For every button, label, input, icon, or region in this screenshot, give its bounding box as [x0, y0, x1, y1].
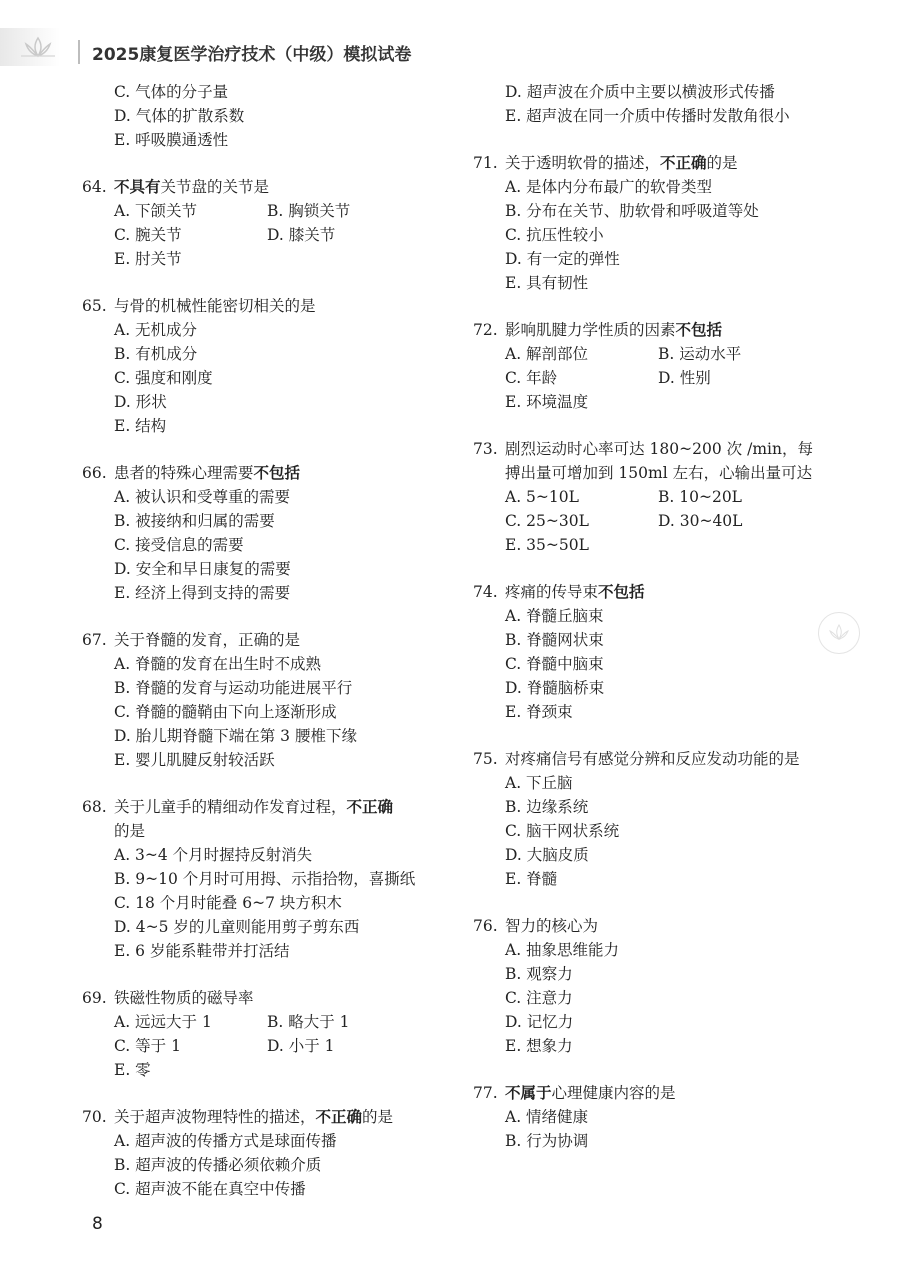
question-block: [92, 80, 432, 152]
option: C. 腕关节: [114, 226, 182, 244]
option: D. 形状: [114, 393, 167, 411]
option: C. 注意力: [505, 989, 573, 1007]
stem-emphasis: 不包括: [253, 464, 301, 482]
question-stem: 智力的核心为: [505, 917, 599, 935]
question-number: 70.: [82, 1108, 107, 1126]
option-row: [92, 199, 432, 223]
option: B. 运动水平: [658, 345, 742, 363]
option: C. 18 个月时能叠 6~7 块方积木: [114, 894, 342, 912]
question-67: [82, 628, 432, 772]
option: E. 想象力: [505, 1037, 573, 1055]
watermark-logo-icon: [818, 612, 860, 654]
question-number: 69.: [82, 989, 107, 1007]
option: A. 脊髓丘脑束: [505, 607, 604, 625]
question-stem: [114, 1105, 432, 1129]
option: E. 6 岁能系鞋带并打活结: [114, 942, 290, 960]
option: B. 观察力: [505, 965, 573, 983]
option: E. 脊颈束: [505, 703, 573, 721]
option: D. 大脑皮质: [505, 846, 589, 864]
stem-text: 关于透明软骨的描述，: [505, 154, 661, 172]
option: B. 胸锁关节: [267, 202, 351, 220]
option: B. 略大于 1: [267, 1013, 350, 1031]
option: A. 无机成分: [114, 321, 198, 339]
option: C. 超声波不能在真空中传播: [114, 1180, 306, 1198]
option: A. 情绪健康: [505, 1108, 589, 1126]
option-row: [483, 342, 813, 366]
question-70: [82, 1105, 432, 1201]
option: A. 是体内分布最广的软骨类型: [505, 178, 713, 196]
question-stem: [505, 1081, 813, 1105]
question-block: [483, 80, 813, 128]
option: D. 脊髓脑桥束: [505, 679, 605, 697]
option: A. 3~4 个月时握持反射消失: [114, 846, 313, 864]
option: D. 气体的扩散系数: [114, 107, 245, 125]
option: C. 抗压性较小: [505, 226, 604, 244]
question-68: [82, 795, 432, 963]
option: B. 被接纳和归属的需要: [114, 512, 275, 530]
option: C. 年龄: [505, 369, 558, 387]
stem-emphasis: 不正确: [315, 1108, 363, 1126]
option: D. 性别: [658, 369, 711, 387]
stem-emphasis: 不具有: [114, 178, 161, 196]
option: C. 等于 1: [114, 1037, 181, 1055]
option: D. 安全和早日康复的需要: [114, 560, 291, 578]
left-column: [82, 80, 432, 1201]
option: A. 被认识和受尊重的需要: [114, 488, 291, 506]
option: A. 解剖部位: [505, 345, 589, 363]
question-number: 71.: [473, 154, 498, 172]
question-stem: 关于脊髓的发育，正确的是: [114, 631, 301, 649]
option: A. 下颌关节: [114, 202, 198, 220]
option: A. 抽象思维能力: [505, 941, 620, 959]
option: B. 行为协调: [505, 1132, 589, 1150]
question-77: [473, 1081, 813, 1153]
question-stem: 铁磁性物质的磁导率: [114, 989, 254, 1007]
option: C. 脑干网状系统: [505, 822, 620, 840]
header-divider: [78, 40, 80, 64]
option: D. 记忆力: [505, 1013, 574, 1031]
option: E. 35~50L: [505, 536, 589, 554]
option: C. 强度和刚度: [114, 369, 213, 387]
option: E. 肘关节: [114, 250, 182, 268]
option-row: [92, 1034, 432, 1058]
stem-text: 关于儿童手的精细动作发育过程，: [114, 798, 347, 816]
option: E. 结构: [114, 417, 167, 435]
option: C. 接受信息的需要: [114, 536, 244, 554]
option: A. 超声波的传播方式是球面传播: [114, 1132, 337, 1150]
option: E. 呼吸膜通透性: [114, 131, 229, 149]
page-header: [0, 28, 900, 68]
question-71: [473, 151, 813, 295]
option: E. 零: [114, 1061, 151, 1079]
stem-text: 患者的特殊心理需要: [114, 464, 254, 482]
stem-text: 关于超声波物理特性的描述，: [114, 1108, 316, 1126]
stem-text: 影响肌腱力学性质的因素: [505, 321, 676, 339]
option: D. 4~5 岁的儿童则能用剪子剪东西: [114, 918, 360, 936]
option: D. 膝关节: [267, 226, 336, 244]
option: D. 超声波在介质中主要以横波形式传播: [505, 83, 775, 101]
lotus-logo-icon: [18, 34, 58, 60]
option: B. 超声波的传播必须依赖介质: [114, 1156, 322, 1174]
option: C. 25~30L: [505, 512, 589, 530]
question-number: 66.: [82, 464, 107, 482]
option: E. 婴儿肌腱反射较活跃: [114, 751, 275, 769]
option-row: [483, 485, 813, 509]
question-stem: 与骨的机械性能密切相关的是: [114, 297, 316, 315]
option: E. 环境温度: [505, 393, 589, 411]
question-stem: 剧烈运动时心率可达 180~200 次 /min，每搏出量可增加到 150ml 左右，心输出量可达: [505, 440, 813, 482]
option: B. 脊髓的发育与运动功能进展平行: [114, 679, 353, 697]
question-number: 74.: [473, 583, 498, 601]
option: E. 经济上得到支持的需要: [114, 584, 291, 602]
question-number: 75.: [473, 750, 498, 768]
option: C. 脊髓中脑束: [505, 655, 604, 673]
question-stem: [114, 175, 432, 199]
option: A. 脊髓的发育在出生时不成熟: [114, 655, 322, 673]
question-number: 68.: [82, 798, 107, 816]
option: B. 有机成分: [114, 345, 198, 363]
question-number: 65.: [82, 297, 107, 315]
stem-emphasis: 不属于: [505, 1084, 552, 1102]
option: E. 具有韧性: [505, 274, 589, 292]
stem-emphasis: 不正确: [346, 798, 394, 816]
option: A. 下丘脑: [505, 774, 573, 792]
question-66: [82, 461, 432, 605]
question-number: 76.: [473, 917, 498, 935]
option: D. 30~40L: [658, 512, 743, 530]
right-column: [473, 80, 813, 1153]
question-stem: [114, 461, 432, 485]
stem-emphasis: 不包括: [598, 583, 645, 601]
question-stem: [505, 580, 813, 604]
option: B. 分布在关节、肋软骨和呼吸道等处: [505, 202, 759, 220]
option-row: [92, 223, 432, 247]
option: A. 远远大于 1: [114, 1013, 212, 1031]
option: D. 小于 1: [267, 1037, 335, 1055]
option: B. 边缘系统: [505, 798, 589, 816]
option: D. 胎儿期脊髓下端在第 3 腰椎下缘: [114, 727, 357, 745]
stem-text: 关节盘的关节是: [160, 178, 270, 196]
option: B. 脊髓网状束: [505, 631, 604, 649]
question-65: [82, 294, 432, 438]
option: C. 脊髓的髓鞘由下向上逐渐形成: [114, 703, 337, 721]
question-number: 73.: [473, 440, 498, 458]
question-stem: [114, 795, 432, 843]
question-72: [473, 318, 813, 414]
option: A. 5~10L: [505, 488, 579, 506]
question-73: [473, 437, 813, 557]
option: E. 脊髓: [505, 870, 558, 888]
page-number: 8: [92, 1214, 103, 1234]
option: E. 超声波在同一介质中传播时发散角很小: [505, 107, 790, 125]
option: D. 有一定的弹性: [505, 250, 620, 268]
question-number: 77.: [473, 1084, 498, 1102]
stem-text-tail: 的是: [362, 1108, 394, 1126]
stem-emphasis: 不正确: [660, 154, 707, 172]
question-stem: [505, 151, 813, 175]
question-stem: [505, 318, 813, 342]
option: C. 气体的分子量: [114, 83, 229, 101]
option-row: [92, 1010, 432, 1034]
stem-text-tail: 的是: [706, 154, 738, 172]
question-74: [473, 580, 813, 724]
question-64: [82, 175, 432, 271]
option-row: [483, 366, 813, 390]
question-number: 72.: [473, 321, 498, 339]
header-title: 2025康复医学治疗技术（中级）模拟试卷: [92, 45, 412, 65]
question-number: 64.: [82, 178, 107, 196]
question-69: [82, 986, 432, 1082]
option: B. 9~10 个月时可用拇、示指拾物，喜撕纸: [114, 870, 416, 888]
question-number: 67.: [82, 631, 107, 649]
option: B. 10~20L: [658, 488, 742, 506]
question-75: [473, 747, 813, 891]
stem-text-tail: 的是: [114, 822, 146, 840]
stem-emphasis: 不包括: [675, 321, 723, 339]
question-76: [473, 914, 813, 1058]
stem-text: 疼痛的传导束: [505, 583, 599, 601]
stem-text: 心理健康内容的是: [551, 1084, 676, 1102]
question-stem: 对疼痛信号有感觉分辨和反应发动功能的是: [505, 750, 800, 768]
option-row: [483, 509, 813, 533]
